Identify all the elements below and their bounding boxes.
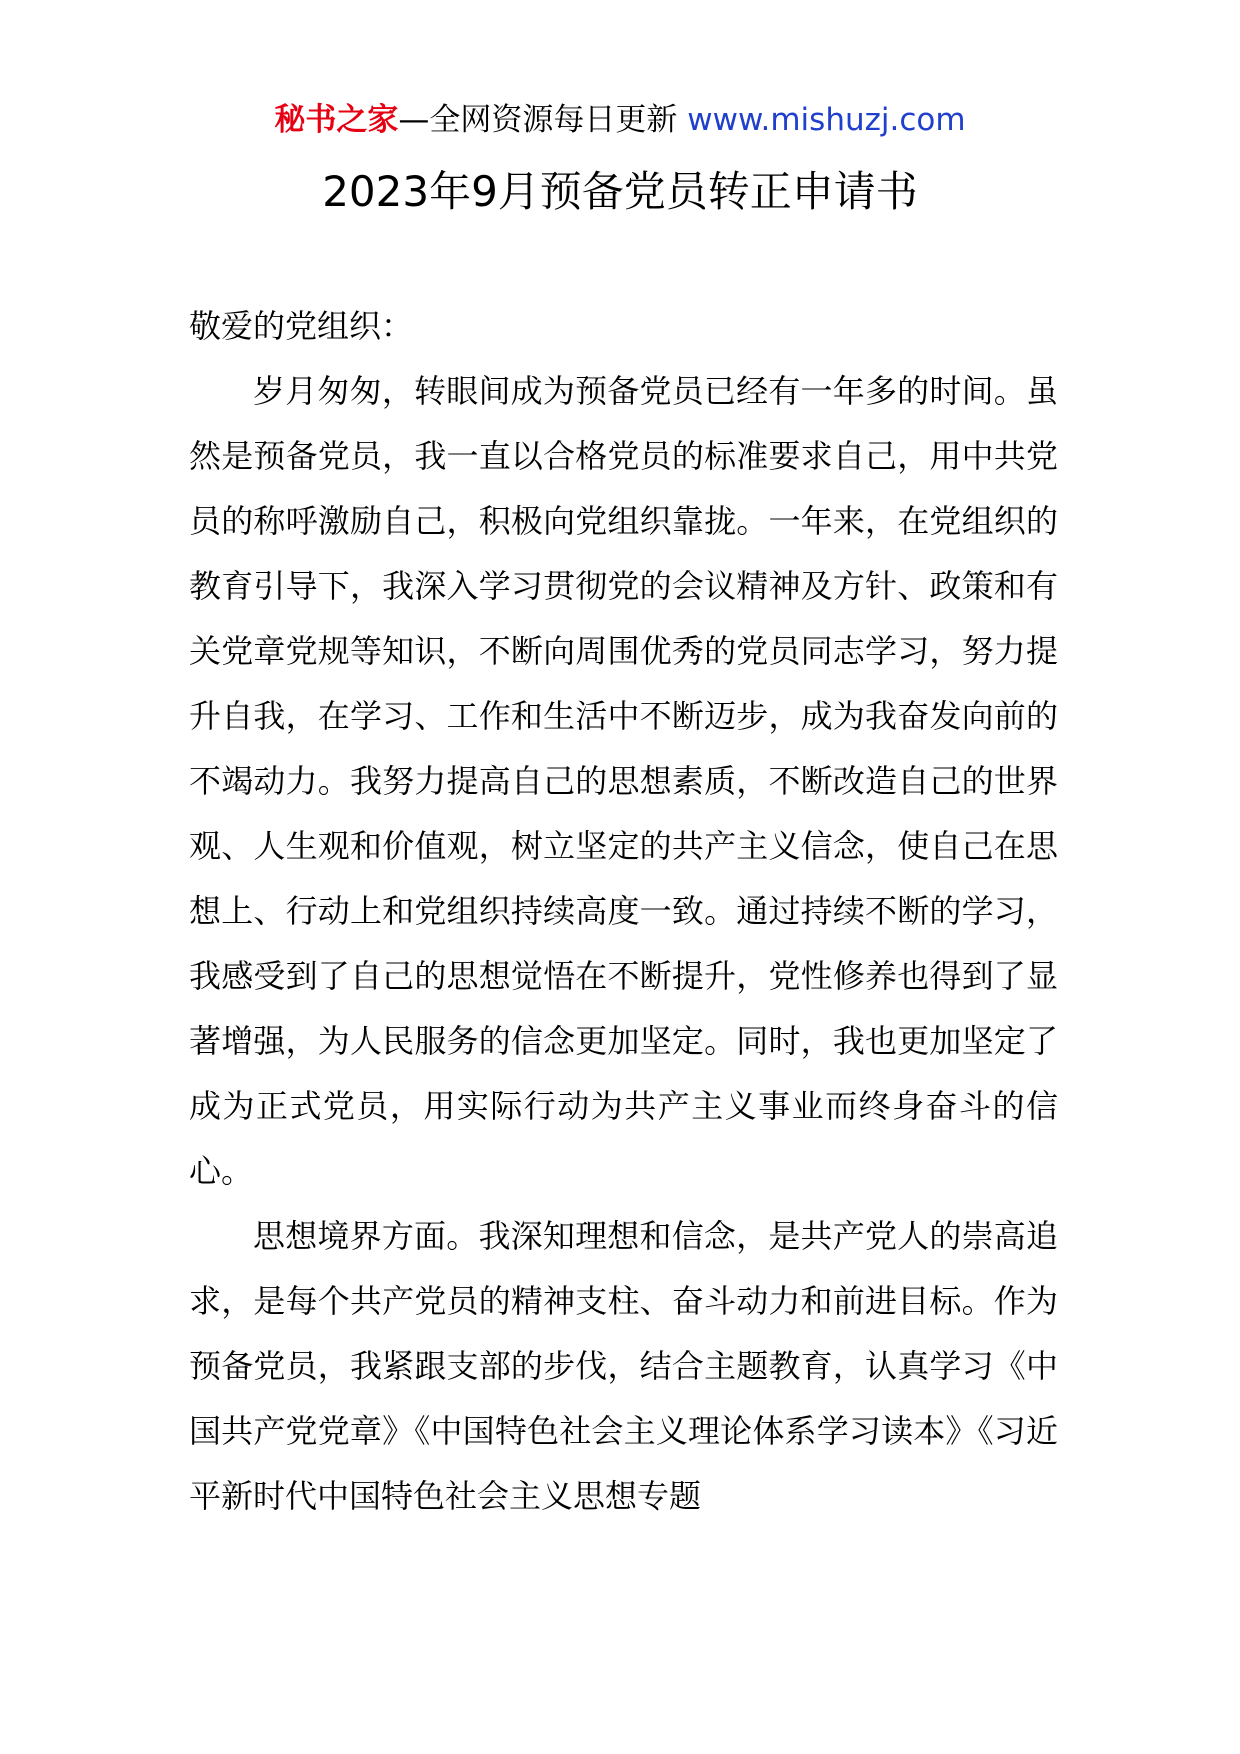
salutation: 敬爱的党组织： [189,307,414,345]
site-url-link[interactable]: www.mishuzj.com [687,102,966,138]
document-title: 2023年9月预备党员转正申请书 [322,167,918,216]
body-paragraph-1: 岁月匆匆，转眼间成为预备党员已经有一年多的时间。虽然是预备党员，我一直以合格党员的标准要求自己，用中共党员的称呼激励自己，积极向党组织靠拢。一年来，在党组织的教育引导下，我深入学习贯彻党的会议精神及方针、政策和有关党章党规等知识，不断向周围优秀的党员同志学习，努力提升自我，在学习、工作和生活中不断迈步，成为我奋发向前的不竭动力。我努力提高自己的思想素质，不断改造自己的世界观、人生观和价值观，树立坚定的共产主义信念，使自己在思想上、行动上和党组织持续高度一致。通过持续不断的学习，我感受到了自己的思想觉悟在不断提升，党性修养也得到了显著增强，为人民服务的信念更加坚定。同时，我也更加坚定了成为正式党员，用实际行动为共产主义事业而终身奋斗的信心。 [189,372,1058,1190]
site-brand: 秘书之家 [274,102,399,138]
site-header [0,98,1240,142]
document-body [189,294,1058,1529]
site-slogan: —全网资源每日更新 [398,102,678,138]
body-paragraph-2: 思想境界方面。我深知理想和信念，是共产党人的崇高追求，是每个共产党员的精神支柱、奋斗动力和前进目标。作为预备党员，我紧跟支部的步伐，结合主题教育，认真学习《中国共产党党章》《中国特色社会主义理论体系学习读本》《习近平新时代中国特色社会主义思想专题 [189,1217,1058,1515]
